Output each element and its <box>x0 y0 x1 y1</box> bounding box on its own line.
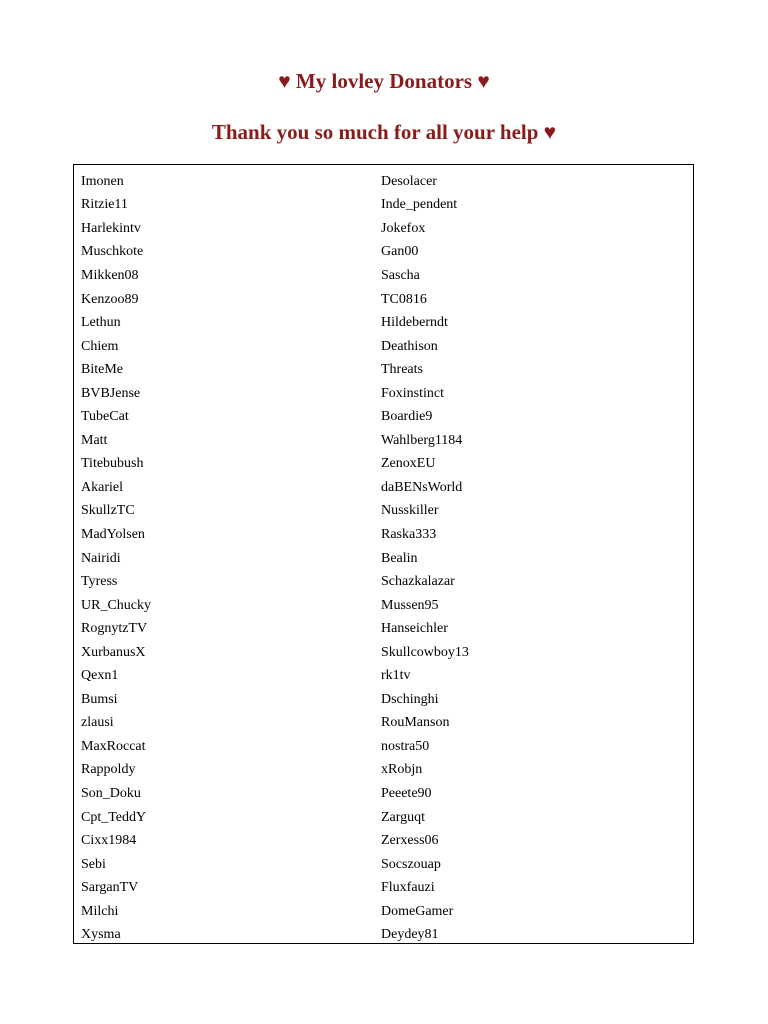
table-row <box>74 829 693 853</box>
table-row <box>74 335 693 359</box>
donor-name: Muschkote <box>81 244 144 260</box>
donor-name: Zarguqt <box>381 809 426 825</box>
donor-name: Bumsi <box>81 691 118 707</box>
table-row <box>74 735 693 759</box>
table-row <box>74 900 693 924</box>
table-row <box>74 570 693 594</box>
table-row <box>74 194 693 218</box>
donor-name: Peeete90 <box>381 785 432 801</box>
donor-name: Nairidi <box>81 550 121 566</box>
donor-name: daBENsWorld <box>381 479 463 495</box>
donor-name: Jokefox <box>381 220 426 236</box>
donor-name: Qexn1 <box>81 668 119 684</box>
table-row <box>74 924 693 948</box>
donor-name: Chiem <box>81 338 119 354</box>
table-row <box>74 806 693 830</box>
donor-name: Sascha <box>381 267 420 283</box>
donor-name: rk1tv <box>381 668 411 684</box>
table-row <box>74 358 693 382</box>
donor-name: Harlekintv <box>81 220 141 236</box>
table-row <box>74 170 693 194</box>
table-row <box>74 641 693 665</box>
donor-name: Deydey81 <box>381 927 439 943</box>
donor-table <box>73 164 694 944</box>
donor-name: Cpt_TeddY <box>81 809 147 825</box>
table-row <box>74 547 693 571</box>
table-row <box>74 523 693 547</box>
donor-name: Raska333 <box>381 526 437 542</box>
table-row <box>74 217 693 241</box>
donor-name: Inde_pendent <box>381 197 458 213</box>
table-row <box>74 382 693 406</box>
donor-name: Tyress <box>81 574 118 590</box>
donor-name: nostra50 <box>381 738 430 754</box>
table-row <box>74 782 693 806</box>
donor-name: Son_Doku <box>81 785 141 801</box>
donor-name: MadYolsen <box>81 526 145 542</box>
donor-name: MaxRoccat <box>81 738 146 754</box>
donor-name: Dschinghi <box>381 691 439 707</box>
donor-name: Hildeberndt <box>381 315 448 331</box>
donor-name: Nusskiller <box>381 503 439 519</box>
table-row <box>74 712 693 736</box>
donor-name: zlausi <box>81 715 114 731</box>
donor-name: Titebubush <box>81 456 144 472</box>
table-row <box>74 876 693 900</box>
donor-name: Schazkalazar <box>381 574 455 590</box>
donor-name: Foxinstinct <box>381 385 445 401</box>
donor-name: Bealin <box>381 550 418 566</box>
donor-name: Gan00 <box>381 244 419 260</box>
donor-name: DomeGamer <box>381 903 454 919</box>
table-row <box>74 664 693 688</box>
donor-name: Lethun <box>81 315 121 331</box>
donor-name: SkullzTC <box>81 503 135 519</box>
table-row <box>74 617 693 641</box>
table-row <box>74 429 693 453</box>
page-subtitle: Thank you so much for all your help ♥ <box>211 120 557 144</box>
donor-name: Ritzie11 <box>81 197 128 213</box>
donor-name: Kenzoo89 <box>81 291 139 307</box>
table-row <box>74 594 693 618</box>
donor-name: SarganTV <box>81 880 139 896</box>
donor-name: Milchi <box>81 903 119 919</box>
table-row <box>74 405 693 429</box>
table-row <box>74 288 693 312</box>
donor-name: Zerxess06 <box>381 833 439 849</box>
donor-name: RouManson <box>381 715 450 731</box>
donor-name: BiteMe <box>81 362 123 378</box>
donor-name: xRobjn <box>381 762 423 778</box>
donor-name: Sebi <box>81 856 106 872</box>
donor-name: Fluxfauzi <box>381 880 435 896</box>
donor-name: UR_Chucky <box>81 597 151 613</box>
donor-name: Xysma <box>81 927 121 943</box>
donor-name: Imonen <box>81 173 124 189</box>
table-row <box>74 476 693 500</box>
donor-name: Akariel <box>81 479 123 495</box>
table-row <box>74 264 693 288</box>
table-row <box>74 759 693 783</box>
donor-name: Desolacer <box>381 173 437 189</box>
donor-name: Cixx1984 <box>81 833 137 849</box>
table-row <box>74 688 693 712</box>
donor-name: Matt <box>81 432 108 448</box>
page-title: ♥ My lovley Donators ♥ <box>278 69 490 93</box>
donor-name: Mikken08 <box>81 267 139 283</box>
donor-name: Wahlberg1184 <box>381 432 463 448</box>
donor-name: RognytzTV <box>81 621 148 637</box>
table-row <box>74 853 693 877</box>
donor-name: Skullcowboy13 <box>381 644 469 660</box>
table-row <box>74 453 693 477</box>
donor-name: Socszouap <box>381 856 441 872</box>
donor-name: TubeCat <box>81 409 129 425</box>
donor-name: Deathison <box>381 338 438 354</box>
donor-name: ZenoxEU <box>381 456 436 472</box>
donor-name: Threats <box>381 362 423 378</box>
donor-name: TC0816 <box>381 291 427 307</box>
table-row <box>74 500 693 524</box>
donor-name: Hanseichler <box>381 621 448 637</box>
donor-name: Boardie9 <box>381 409 433 425</box>
donor-name: XurbanusX <box>81 644 146 660</box>
donor-name: Mussen95 <box>381 597 439 613</box>
donor-name: Rappoldy <box>81 762 136 778</box>
table-row <box>74 241 693 265</box>
table-row <box>74 311 693 335</box>
donor-name: BVBJense <box>81 385 141 401</box>
